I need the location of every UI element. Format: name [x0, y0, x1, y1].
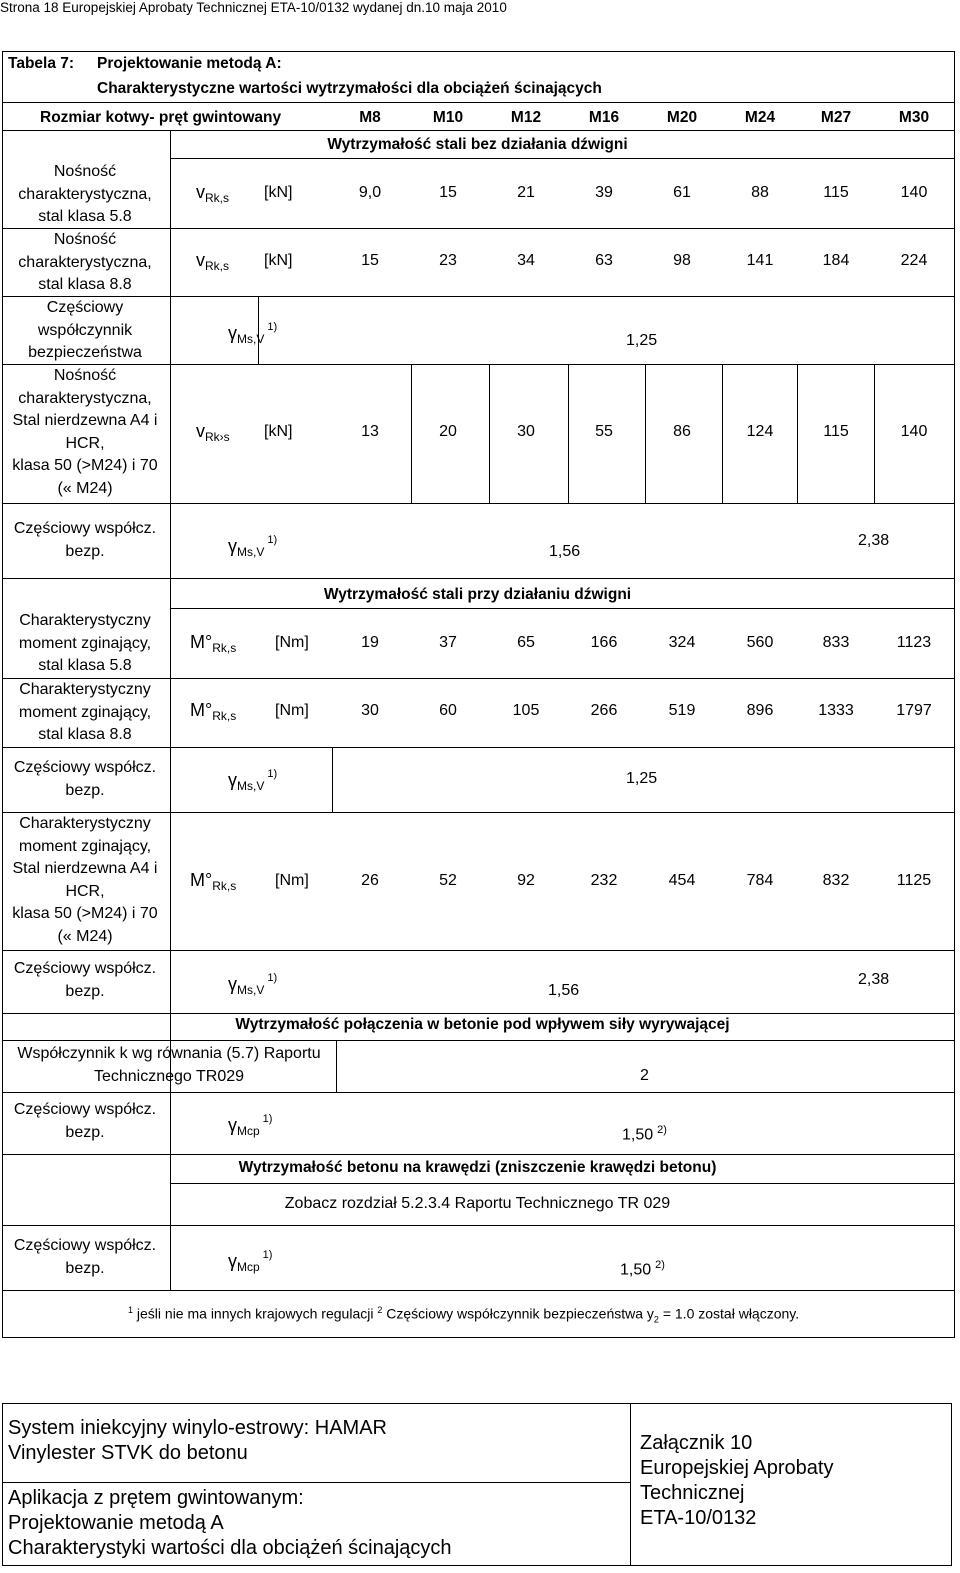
- s1-r3-unit: [kN]: [264, 423, 293, 440]
- s1-r1-unit: [kN]: [264, 184, 293, 201]
- s1-r1-v-m30: 140: [900, 184, 928, 201]
- s2-r1-v-m8: 19: [361, 634, 379, 651]
- s2-r3-unit: [Nm]: [275, 872, 309, 889]
- s3-partial-label: Częściowy współcz. bezp.: [13, 1101, 157, 1141]
- table-label: Tabela 7:: [8, 55, 75, 72]
- s2-r2-v-m24: 896: [746, 702, 774, 719]
- s2-r2-symbol: $M^\circ_{Rk,s}$: [190, 700, 237, 723]
- s2-r2-v-m8: 30: [361, 702, 379, 719]
- s1-r3-v-m24: 124: [746, 423, 774, 440]
- s2-partial1-value: 1,25: [626, 770, 658, 787]
- s2-r1-unit: [Nm]: [275, 634, 309, 651]
- s2-r1-symbol: $M^\circ_{Rk,s}$: [190, 632, 237, 655]
- s4-partial-symbol: $\gamma_{Mcp}^{1)}$: [228, 1249, 273, 1274]
- s3-partial-value: 1,50 $^{2)}$: [622, 1124, 667, 1144]
- s1-r2-v-m30: 224: [900, 252, 928, 269]
- line-s2-r2: [2, 747, 955, 748]
- s3-title: Wytrzymałość połączenia w betonie pod wpływem siły wyrywającej: [235, 1016, 730, 1033]
- s1-r3-v-m10: 20: [439, 423, 457, 440]
- line-after-s3-title: [2, 1040, 955, 1041]
- s1-partial2-label: Częściowy współcz. bezp.: [13, 520, 157, 560]
- size-m24: M24: [744, 109, 776, 126]
- s2-r3-symbol: $M^\circ_{Rk,s}$: [190, 870, 237, 893]
- s1-partial2-symbol: $\gamma_{Ms,V}^{1)}$: [228, 534, 278, 559]
- s1-r2-v-m16: 63: [595, 252, 613, 269]
- s2-partial1-symbol: $\gamma_{Ms,V}^{1)}$: [228, 768, 278, 793]
- s1-r1-v-m10: 15: [439, 184, 457, 201]
- vline-label-col: [170, 130, 171, 1290]
- footer-divider-h: [2, 1482, 630, 1483]
- s2-partial2-label: Częściowy współcz. bezp.: [13, 960, 157, 1000]
- size-m20: M20: [666, 109, 698, 126]
- footer-right: Załącznik 10 Europejskiej Aprobaty Technicznej ETA-10/0132: [640, 1432, 834, 1529]
- line-s4-title: [170, 1183, 955, 1184]
- s1-r1-symbol: $v_{Rk,s}$: [196, 182, 229, 205]
- line-s2-end: [2, 1013, 955, 1014]
- s1-r3-v-m16: 55: [595, 423, 613, 440]
- size-m27: M27: [820, 109, 852, 126]
- vline-s1-m10: [411, 364, 412, 503]
- s2-r2-v-m12: 105: [512, 702, 540, 719]
- table-title-2: Charakterystyczne wartości wytrzymałości dla obciążeń ścinających: [97, 80, 602, 97]
- footer-left-bottom: Aplikacja z prętem gwintowanym: Projektowanie metodą A Charakterystyki wartości dla obciążeń ścinających: [8, 1487, 452, 1559]
- s2-r2-label: Charakterystyczny moment zginający, stal klasa 8.8: [18, 681, 152, 743]
- s4-partial-value: 1,50 $^{2)}$: [620, 1259, 665, 1279]
- s2-r3-label: Charakterystyczny moment zginający, Stal nierdzewna A4 i HCR, klasa 50 (>M24) i 70 (« M24): [12, 815, 158, 945]
- vline-sym-col-s2: [332, 747, 333, 812]
- vline-s1-m27: [797, 364, 798, 503]
- line-s4-note: [2, 1225, 955, 1226]
- s1-r3-label: Nośność charakterystyczna, Stal nierdzewna A4 i HCR, klasa 50 (>M24) i 70 (« M24): [12, 367, 158, 497]
- line-s3-k: [2, 1092, 955, 1093]
- s4-note: Zobacz rozdział 5.2.3.4 Raportu Technicznego TR 029: [284, 1195, 671, 1212]
- footer-divider-v: [630, 1403, 631, 1566]
- line-s2-r4: [2, 950, 955, 951]
- s1-partial1-symbol: $\gamma_{Ms,V}^{1)}$: [228, 321, 278, 346]
- s2-r2-v-m27: 1333: [818, 702, 854, 719]
- size-m10: M10: [432, 109, 464, 126]
- s2-r1-v-m10: 37: [439, 634, 457, 651]
- page-header: Strona 18 Europejskiej Aprobaty Technicznej ETA-10/0132 wydanej dn.10 maja 2010: [0, 0, 507, 15]
- s1-partial2-value1: 1,56: [549, 543, 581, 560]
- s1-r3-v-m20: 86: [673, 423, 691, 440]
- s4-title: Wytrzymałość betonu na krawędzi (zniszczenie krawędzi betonu): [238, 1159, 717, 1176]
- vline-k-col: [336, 1040, 337, 1092]
- line-s1-end: [2, 578, 955, 579]
- s3-k-label: Współczynnik k wg równania (5.7) Raportu Technicznego TR029: [17, 1045, 321, 1085]
- s1-r1-label: Nośność charakterystyczna, stal klasa 5.8: [18, 163, 152, 225]
- s1-r2-label: Nośność charakterystyczna, stal klasa 8.8: [18, 231, 152, 293]
- s2-r1-v-m30: 1123: [896, 634, 932, 651]
- s1-title: Wytrzymałość stali bez działania dźwigni: [327, 136, 628, 153]
- s2-r2-v-m10: 60: [439, 702, 457, 719]
- s2-partial2-symbol: $\gamma_{Ms,V}^{1)}$: [228, 972, 278, 997]
- s2-r3-v-m30: 1125: [896, 872, 932, 889]
- s1-r1-v-m12: 21: [517, 184, 535, 201]
- s1-partial2-value2: 2,38: [858, 532, 890, 549]
- s1-r2-v-m8: 15: [361, 252, 379, 269]
- vline-s1-m16: [568, 364, 569, 503]
- s1-r2-symbol: $v_{Rk,s}$: [196, 250, 229, 273]
- s1-r3-v-m8: 13: [361, 423, 379, 440]
- size-m8: M8: [359, 109, 381, 126]
- s1-r3-v-m12: 30: [517, 423, 535, 440]
- s2-partial2-value2: 2,38: [858, 971, 890, 988]
- footnote: $^1$ jeśli nie ma innych krajowych regulacji $^2$ Częściowy współczynnik bezpieczeństwa $y_2 = 1.0$ został włączony.: [128, 1305, 800, 1325]
- vline-s1-m30: [874, 364, 875, 503]
- s2-r3-v-m10: 52: [439, 872, 457, 889]
- s2-r3-v-m12: 92: [517, 872, 535, 889]
- s2-r1-label: Charakterystyczny moment zginający, stal klasa 5.8: [18, 612, 152, 674]
- s1-r1-v-m24: 88: [751, 184, 769, 201]
- s1-r2-v-m10: 23: [439, 252, 457, 269]
- size-m16: M16: [588, 109, 620, 126]
- s2-r3-v-m16: 232: [590, 872, 618, 889]
- s2-r3-v-m24: 784: [746, 872, 774, 889]
- s1-r1-v-m20: 61: [673, 184, 691, 201]
- s2-r1-v-m27: 833: [822, 634, 850, 651]
- s1-r2-v-m12: 34: [517, 252, 535, 269]
- s1-r2-v-m20: 98: [673, 252, 691, 269]
- s1-r2-v-m24: 141: [746, 252, 774, 269]
- s1-r2-unit: [kN]: [264, 252, 293, 269]
- s2-r1-v-m24: 560: [746, 634, 774, 651]
- s2-r1-v-m16: 166: [590, 634, 618, 651]
- s2-r1-v-m20: 324: [668, 634, 696, 651]
- line-s4-end: [2, 1290, 955, 1291]
- s1-r3-v-m30: 140: [900, 423, 928, 440]
- line-after-title: [2, 102, 955, 103]
- s1-r1-v-m16: 39: [595, 184, 613, 201]
- s4-partial-label: Częściowy współcz. bezp.: [13, 1237, 157, 1277]
- s1-partial1-label: Częściowy współczynnik bezpieczeństwa: [28, 299, 142, 361]
- s2-r1-v-m12: 65: [517, 634, 535, 651]
- line-s3-end: [2, 1154, 955, 1155]
- size-m12: M12: [510, 109, 542, 126]
- vline-s1-m12: [489, 364, 490, 503]
- s1-r2-v-m27: 184: [822, 252, 850, 269]
- vline-s1-m20: [645, 364, 646, 503]
- line-after-sizes: [2, 130, 955, 131]
- s1-partial1-value: 1,25: [626, 332, 658, 349]
- s2-r2-v-m20: 519: [668, 702, 696, 719]
- s2-r3-v-m27: 832: [822, 872, 850, 889]
- footer-left-top: System iniekcyjny winylo-estrowy: HAMAR Vinylester STVK do betonu: [8, 1417, 387, 1464]
- s1-r3-symbol: $v_{Rk›s}$: [196, 421, 230, 444]
- s2-partial2-value1: 1,56: [548, 982, 580, 999]
- table-title-1: Projektowanie metodą A:: [97, 55, 282, 72]
- footnote-marker-1: 1: [128, 1305, 134, 1315]
- s2-r3-v-m8: 26: [361, 872, 379, 889]
- s2-title: Wytrzymałość stali przy działaniu dźwigni: [323, 586, 632, 603]
- s1-r1-v-m27: 115: [823, 184, 849, 201]
- s1-r3-v-m27: 115: [823, 423, 849, 440]
- s2-r2-unit: [Nm]: [275, 702, 309, 719]
- s2-partial1-label: Częściowy współcz. bezp.: [13, 759, 157, 799]
- s3-partial-symbol: $\gamma_{Mcp}^{1)}$: [228, 1113, 273, 1138]
- s2-r3-v-m20: 454: [668, 872, 696, 889]
- vline-s1-m24: [722, 364, 723, 503]
- s1-r1-v-m8: 9,0: [358, 184, 382, 201]
- line-after-s1-title: [170, 158, 955, 159]
- size-row-label: Rozmiar kotwy- pręt gwintowany: [40, 109, 282, 126]
- s3-k-value: 2: [640, 1067, 649, 1084]
- line-s1-r4: [2, 503, 955, 504]
- s2-r2-v-m30: 1797: [896, 702, 932, 719]
- s2-r2-v-m16: 266: [590, 702, 618, 719]
- size-m30: M30: [898, 109, 930, 126]
- line-after-s2-title: [170, 608, 955, 609]
- footnote-marker-2: 2: [377, 1305, 383, 1315]
